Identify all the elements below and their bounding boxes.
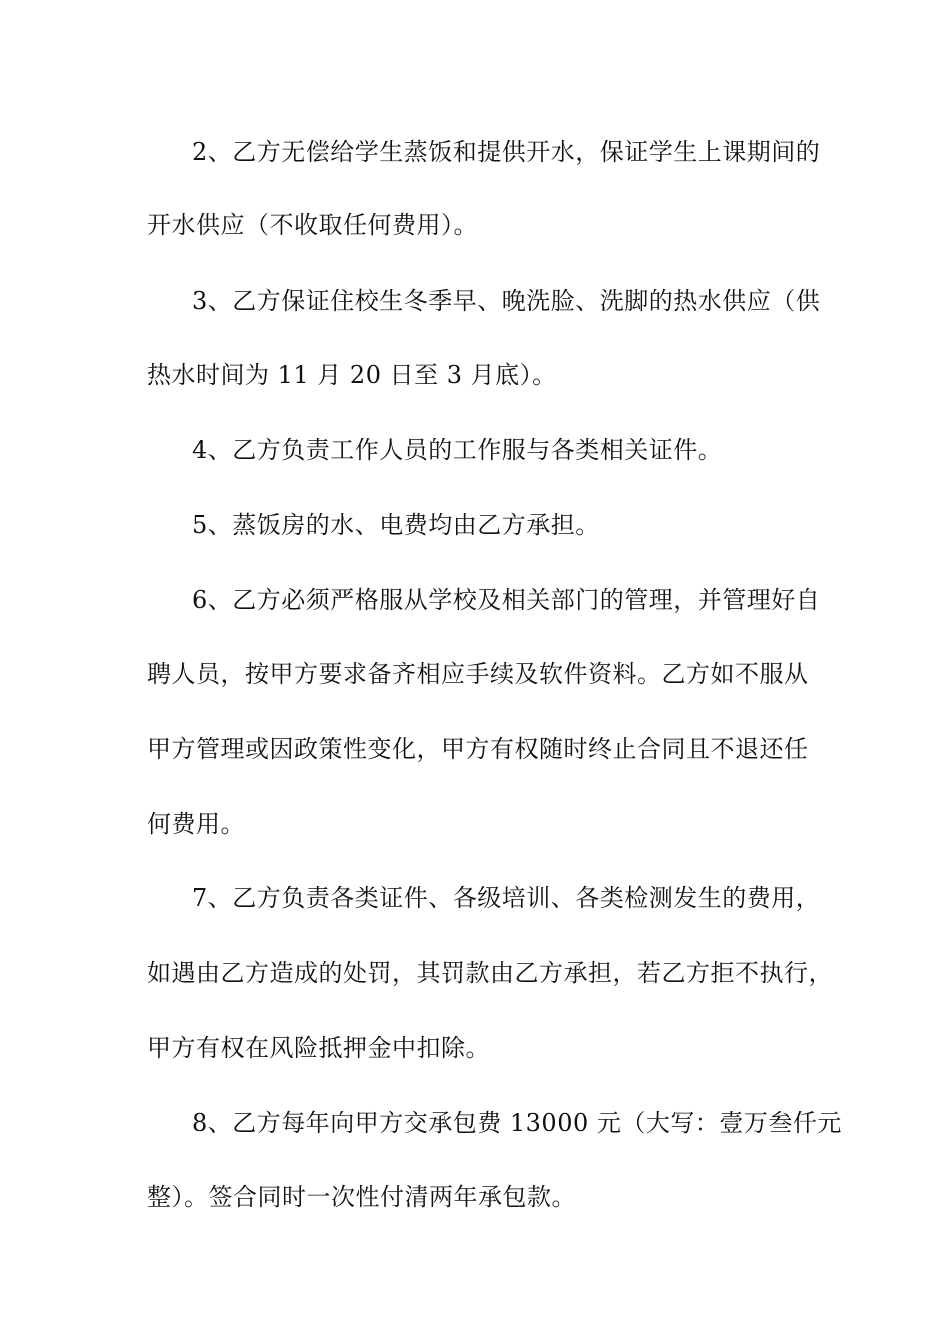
clause-7-line-2: 如遇由乙方造成的处罚，其罚款由乙方承担，若乙方拒不执行， bbox=[147, 959, 833, 987]
clause-7-line-1: 7、乙方负责各类证件、各级培训、各类检测发生的费用， bbox=[192, 884, 821, 912]
clause-2-line-2: 开水供应（不收取任何费用）。 bbox=[147, 211, 478, 239]
clause-7-line-3: 甲方有权在风险抵押金中扣除。 bbox=[147, 1034, 490, 1062]
clause-6-line-2: 聘人员，按甲方要求备齐相应手续及软件资料。乙方如不服从 bbox=[147, 660, 809, 688]
clause-6-line-3: 甲方管理或因政策性变化，甲方有权随时终止合同且不退还任 bbox=[147, 735, 809, 763]
clause-8-line-1: 8、乙方每年向甲方交承包费 13000 元（大写：壹万叁仟元 bbox=[192, 1109, 842, 1137]
clause-3-line-2: 热水时间为 11 月 20 日至 3 月底）。 bbox=[147, 361, 557, 389]
clause-8-line-2: 整）。签合同时一次性付清两年承包款。 bbox=[147, 1183, 576, 1211]
clause-3-line-1: 3、乙方保证住校生冬季早、晚洗脸、洗脚的热水供应（供 bbox=[192, 287, 821, 315]
clause-6-line-4: 何费用。 bbox=[147, 810, 245, 838]
clause-6-line-1: 6、乙方必须严格服从学校及相关部门的管理，并管理好自 bbox=[192, 586, 821, 614]
clause-2-line-1: 2、乙方无偿给学生蒸饭和提供开水，保证学生上课期间的 bbox=[192, 138, 821, 166]
clause-4-line-1: 4、乙方负责工作人员的工作服与各类相关证件。 bbox=[192, 436, 723, 464]
clause-5-line-1: 5、蒸饭房的水、电费均由乙方承担。 bbox=[192, 511, 600, 539]
